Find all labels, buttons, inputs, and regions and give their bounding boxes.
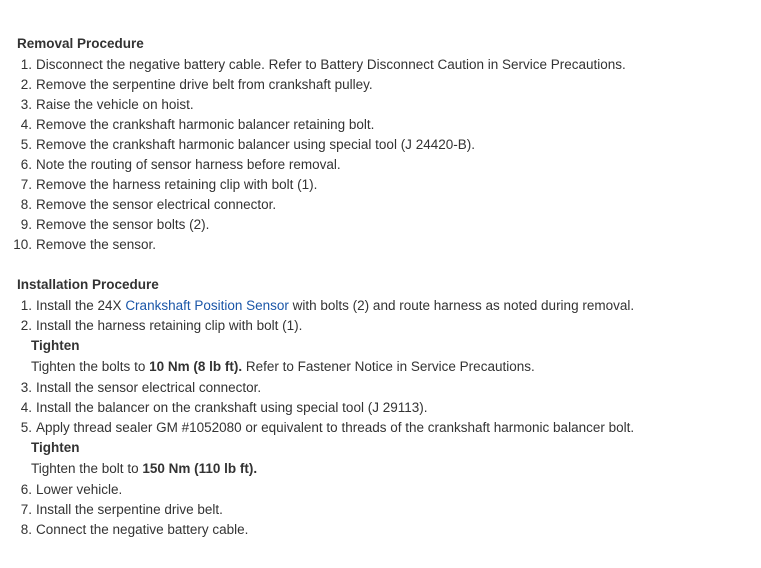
tighten-text-after: Refer to Fastener Notice in Service Precautions. <box>242 359 535 374</box>
step-text: Install the serpentine drive belt. <box>36 502 223 517</box>
installation-step-4 <box>0 400 427 415</box>
step-text: Note the routing of sensor harness before removal. <box>36 157 341 172</box>
step-number: 6. <box>20 157 32 172</box>
removal-step-7 <box>0 177 317 192</box>
step-text: Disconnect the negative battery cable. Refer to Battery Disconnect Caution in Service Precautions. <box>36 57 626 72</box>
step-number: 5. <box>20 137 32 152</box>
removal-step-10 <box>0 237 156 252</box>
removal-step-1 <box>0 57 626 72</box>
step-number: 7. <box>20 177 32 192</box>
installation-step-8 <box>0 522 248 537</box>
step-text: Lower vehicle. <box>36 482 123 497</box>
tighten-text-before: Tighten the bolt to <box>31 461 143 476</box>
step-text: Remove the sensor. <box>36 237 157 252</box>
step-text: Remove the sensor electrical connector. <box>36 197 277 212</box>
torque-value: 10 Nm (8 lb ft). <box>149 359 243 374</box>
tighten-label-2: Tighten <box>31 440 80 455</box>
installation-step-7 <box>0 502 223 517</box>
step-text: Install the harness retaining clip with bolt (1). <box>36 318 303 333</box>
removal-step-6 <box>0 157 341 172</box>
step-text: Remove the harness retaining clip with bolt (1). <box>36 177 318 192</box>
removal-step-8 <box>0 197 276 212</box>
step-number: 10. <box>13 237 32 252</box>
step-text: Install the sensor electrical connector. <box>36 380 262 395</box>
removal-step-2 <box>0 77 373 92</box>
step-text: Connect the negative battery cable. <box>36 522 249 537</box>
removal-step-4 <box>0 117 374 132</box>
step-text: Remove the crankshaft harmonic balancer retaining bolt. <box>36 117 375 132</box>
tighten-spec-2 <box>31 461 257 476</box>
step-number: 4. <box>20 400 32 415</box>
step-number: 4. <box>20 117 32 132</box>
torque-value: 150 Nm (110 lb ft). <box>142 461 258 476</box>
step-number: 1. <box>20 298 32 313</box>
removal-step-5 <box>0 137 475 152</box>
removal-step-3 <box>0 97 194 112</box>
step-text: Remove the serpentine drive belt from crankshaft pulley. <box>36 77 373 92</box>
removal-step-9 <box>0 217 209 232</box>
step-text-after: with bolts (2) and route harness as noted during removal. <box>288 298 635 313</box>
step-text-before: Install the 24X <box>36 298 126 313</box>
removal-heading: Removal Procedure <box>17 36 144 51</box>
step-text: Remove the crankshaft harmonic balancer using special tool (J 24420-B). <box>36 137 475 152</box>
crankshaft-position-sensor-link[interactable]: Crankshaft Position Sensor <box>125 298 289 313</box>
step-text: Remove the sensor bolts (2). <box>36 217 210 232</box>
step-number: 3. <box>20 380 32 395</box>
step-number: 2. <box>20 77 32 92</box>
tighten-spec-1 <box>31 359 535 374</box>
step-number: 1. <box>20 57 32 72</box>
step-text: Raise the vehicle on hoist. <box>36 97 194 112</box>
step-number: 3. <box>20 97 32 112</box>
step-number: 9. <box>20 217 32 232</box>
step-text: Install the balancer on the crankshaft using special tool (J 29113). <box>36 400 428 415</box>
step-number: 8. <box>20 197 32 212</box>
step-text <box>36 298 634 313</box>
tighten-label-1: Tighten <box>31 338 80 353</box>
step-number: 6. <box>20 482 32 497</box>
tighten-text-before: Tighten the bolts to <box>31 359 150 374</box>
step-number: 2. <box>20 318 32 333</box>
installation-step-5 <box>0 420 634 435</box>
step-text: Apply thread sealer GM #1052080 or equivalent to threads of the crankshaft harmonic balancer bolt. <box>36 420 635 435</box>
step-number: 7. <box>20 502 32 517</box>
installation-step-1 <box>0 298 634 313</box>
step-number: 8. <box>20 522 32 537</box>
installation-step-2 <box>0 318 302 333</box>
step-number: 5. <box>20 420 32 435</box>
installation-step-3 <box>0 380 261 395</box>
installation-heading: Installation Procedure <box>17 277 159 292</box>
installation-step-6 <box>0 482 122 497</box>
